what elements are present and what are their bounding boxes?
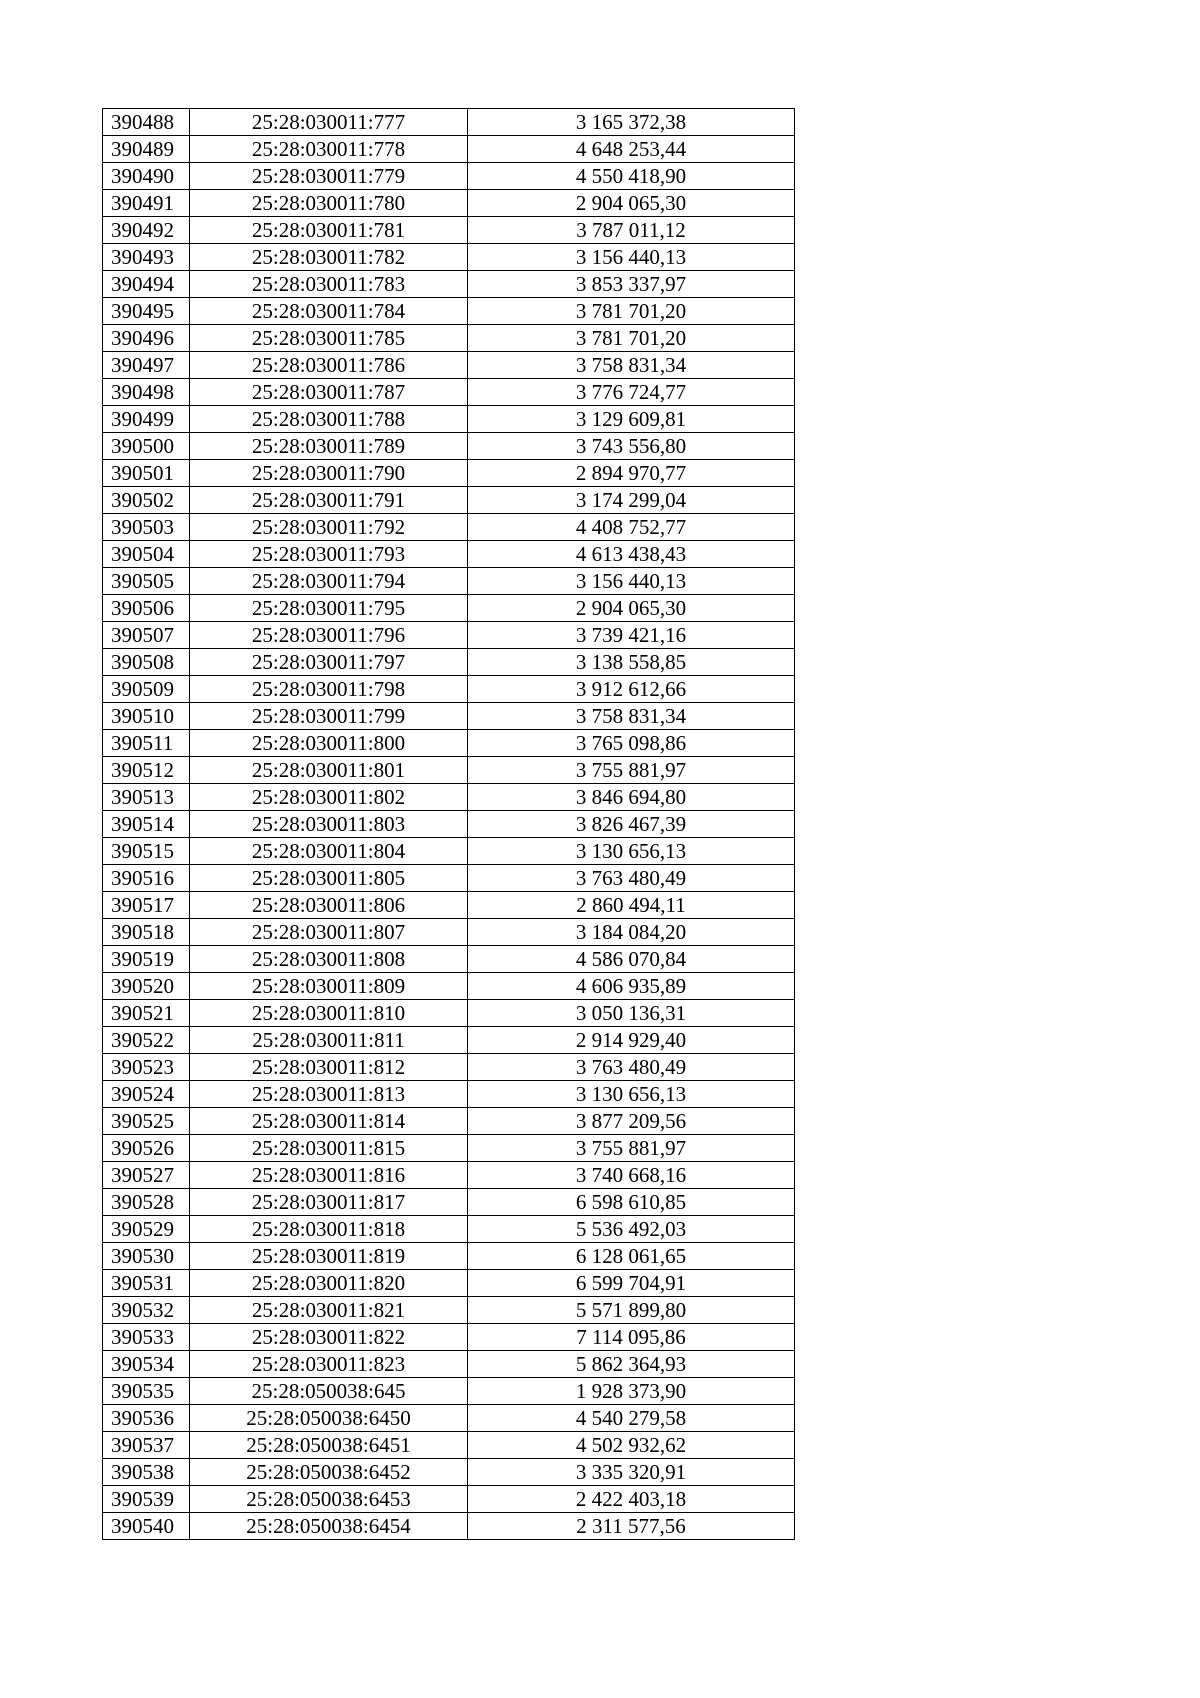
table-row <box>103 1513 795 1540</box>
cadastral-number-cell: 25:28:030011:813 <box>190 1081 468 1108</box>
cadastral-number-cell: 25:28:030011:791 <box>190 487 468 514</box>
row-number-cell: 390523 <box>103 1054 190 1081</box>
value-cell: 3 138 558,85 <box>468 649 795 676</box>
table-row <box>103 217 795 244</box>
value-cell: 3 129 609,81 <box>468 406 795 433</box>
table-row <box>103 325 795 352</box>
row-number-cell: 390531 <box>103 1270 190 1297</box>
cadastral-number-cell: 25:28:030011:816 <box>190 1162 468 1189</box>
table-row <box>103 460 795 487</box>
table-row <box>103 703 795 730</box>
value-cell: 3 765 098,86 <box>468 730 795 757</box>
value-cell: 3 776 724,77 <box>468 379 795 406</box>
row-number-cell: 390493 <box>103 244 190 271</box>
value-cell: 5 571 899,80 <box>468 1297 795 1324</box>
row-number-cell: 390511 <box>103 730 190 757</box>
table-row <box>103 271 795 298</box>
cadastral-number-cell: 25:28:030011:814 <box>190 1108 468 1135</box>
cadastral-number-cell: 25:28:030011:797 <box>190 649 468 676</box>
value-cell: 5 536 492,03 <box>468 1216 795 1243</box>
cadastral-number-cell: 25:28:030011:790 <box>190 460 468 487</box>
table-row <box>103 1459 795 1486</box>
table-row <box>103 784 795 811</box>
value-cell: 3 758 831,34 <box>468 352 795 379</box>
table-row <box>103 1135 795 1162</box>
row-number-cell: 390506 <box>103 595 190 622</box>
value-cell: 1 928 373,90 <box>468 1378 795 1405</box>
value-cell: 3 758 831,34 <box>468 703 795 730</box>
cadastral-number-cell: 25:28:050038:6454 <box>190 1513 468 1540</box>
cadastral-number-cell: 25:28:050038:645 <box>190 1378 468 1405</box>
value-cell: 2 422 403,18 <box>468 1486 795 1513</box>
table-row <box>103 1432 795 1459</box>
value-cell: 3 763 480,49 <box>468 865 795 892</box>
table-row <box>103 1270 795 1297</box>
row-number-cell: 390512 <box>103 757 190 784</box>
cadastral-number-cell: 25:28:030011:811 <box>190 1027 468 1054</box>
table-row <box>103 352 795 379</box>
value-cell: 3 846 694,80 <box>468 784 795 811</box>
table-row <box>103 244 795 271</box>
value-cell: 2 904 065,30 <box>468 595 795 622</box>
row-number-cell: 390505 <box>103 568 190 595</box>
table-row <box>103 190 795 217</box>
value-cell: 6 128 061,65 <box>468 1243 795 1270</box>
cadastral-number-cell: 25:28:030011:809 <box>190 973 468 1000</box>
row-number-cell: 390533 <box>103 1324 190 1351</box>
value-cell: 4 540 279,58 <box>468 1405 795 1432</box>
table-row <box>103 730 795 757</box>
value-cell: 2 860 494,11 <box>468 892 795 919</box>
cadastral-number-cell: 25:28:050038:6450 <box>190 1405 468 1432</box>
row-number-cell: 390499 <box>103 406 190 433</box>
row-number-cell: 390514 <box>103 811 190 838</box>
cadastral-number-cell: 25:28:050038:6452 <box>190 1459 468 1486</box>
table-row <box>103 1297 795 1324</box>
table-row <box>103 163 795 190</box>
value-cell: 3 877 209,56 <box>468 1108 795 1135</box>
table-row <box>103 1054 795 1081</box>
table-row <box>103 1378 795 1405</box>
table-row <box>103 379 795 406</box>
table-row <box>103 865 795 892</box>
cadastral-number-cell: 25:28:030011:802 <box>190 784 468 811</box>
cadastral-number-cell: 25:28:030011:789 <box>190 433 468 460</box>
value-cell: 3 743 556,80 <box>468 433 795 460</box>
table-row <box>103 1324 795 1351</box>
row-number-cell: 390524 <box>103 1081 190 1108</box>
value-cell: 7 114 095,86 <box>468 1324 795 1351</box>
row-number-cell: 390507 <box>103 622 190 649</box>
value-cell: 3 184 084,20 <box>468 919 795 946</box>
row-number-cell: 390530 <box>103 1243 190 1270</box>
row-number-cell: 390537 <box>103 1432 190 1459</box>
cadastral-number-cell: 25:28:030011:820 <box>190 1270 468 1297</box>
value-cell: 3 787 011,12 <box>468 217 795 244</box>
table-row <box>103 406 795 433</box>
value-cell: 3 156 440,13 <box>468 568 795 595</box>
value-cell: 2 914 929,40 <box>468 1027 795 1054</box>
value-cell: 3 740 668,16 <box>468 1162 795 1189</box>
table-row <box>103 892 795 919</box>
table-row <box>103 649 795 676</box>
value-cell: 3 156 440,13 <box>468 244 795 271</box>
cadastral-number-cell: 25:28:030011:800 <box>190 730 468 757</box>
row-number-cell: 390488 <box>103 109 190 136</box>
cadastral-number-cell: 25:28:030011:781 <box>190 217 468 244</box>
cadastral-number-cell: 25:28:030011:795 <box>190 595 468 622</box>
cadastral-number-cell: 25:28:030011:823 <box>190 1351 468 1378</box>
row-number-cell: 390501 <box>103 460 190 487</box>
row-number-cell: 390532 <box>103 1297 190 1324</box>
row-number-cell: 390500 <box>103 433 190 460</box>
table-row <box>103 973 795 1000</box>
table-row <box>103 1405 795 1432</box>
cadastral-number-cell: 25:28:030011:799 <box>190 703 468 730</box>
cadastral-number-cell: 25:28:050038:6453 <box>190 1486 468 1513</box>
row-number-cell: 390521 <box>103 1000 190 1027</box>
value-cell: 3 912 612,66 <box>468 676 795 703</box>
value-cell: 3 781 701,20 <box>468 298 795 325</box>
value-cell: 3 174 299,04 <box>468 487 795 514</box>
value-cell: 3 165 372,38 <box>468 109 795 136</box>
row-number-cell: 390494 <box>103 271 190 298</box>
cadastral-number-cell: 25:28:030011:782 <box>190 244 468 271</box>
table-row <box>103 541 795 568</box>
value-cell: 4 502 932,62 <box>468 1432 795 1459</box>
cadastral-number-cell: 25:28:030011:822 <box>190 1324 468 1351</box>
row-number-cell: 390510 <box>103 703 190 730</box>
value-cell: 5 862 364,93 <box>468 1351 795 1378</box>
row-number-cell: 390502 <box>103 487 190 514</box>
value-cell: 3 335 320,91 <box>468 1459 795 1486</box>
cadastral-number-cell: 25:28:030011:821 <box>190 1297 468 1324</box>
row-number-cell: 390497 <box>103 352 190 379</box>
table-row <box>103 298 795 325</box>
cadastral-number-cell: 25:28:030011:806 <box>190 892 468 919</box>
table-row <box>103 568 795 595</box>
row-number-cell: 390540 <box>103 1513 190 1540</box>
cadastral-number-cell: 25:28:030011:788 <box>190 406 468 433</box>
table-body <box>103 109 795 1540</box>
row-number-cell: 390508 <box>103 649 190 676</box>
table-row <box>103 1486 795 1513</box>
row-number-cell: 390503 <box>103 514 190 541</box>
data-table <box>102 108 795 1540</box>
cadastral-number-cell: 25:28:030011:785 <box>190 325 468 352</box>
cadastral-number-cell: 25:28:030011:805 <box>190 865 468 892</box>
value-cell: 3 763 480,49 <box>468 1054 795 1081</box>
value-cell: 4 550 418,90 <box>468 163 795 190</box>
row-number-cell: 390518 <box>103 919 190 946</box>
table-row <box>103 136 795 163</box>
row-number-cell: 390529 <box>103 1216 190 1243</box>
row-number-cell: 390496 <box>103 325 190 352</box>
value-cell: 3 826 467,39 <box>468 811 795 838</box>
cadastral-number-cell: 25:28:030011:796 <box>190 622 468 649</box>
table-row <box>103 1000 795 1027</box>
cadastral-number-cell: 25:28:030011:783 <box>190 271 468 298</box>
table-row <box>103 946 795 973</box>
value-cell: 4 648 253,44 <box>468 136 795 163</box>
cadastral-number-cell: 25:28:030011:803 <box>190 811 468 838</box>
row-number-cell: 390519 <box>103 946 190 973</box>
row-number-cell: 390509 <box>103 676 190 703</box>
table-row <box>103 109 795 136</box>
cadastral-number-cell: 25:28:050038:6451 <box>190 1432 468 1459</box>
cadastral-number-cell: 25:28:030011:792 <box>190 514 468 541</box>
table-row <box>103 1027 795 1054</box>
value-cell: 2 904 065,30 <box>468 190 795 217</box>
cadastral-number-cell: 25:28:030011:778 <box>190 136 468 163</box>
value-cell: 3 739 421,16 <box>468 622 795 649</box>
table-row <box>103 622 795 649</box>
cadastral-number-cell: 25:28:030011:787 <box>190 379 468 406</box>
cadastral-number-cell: 25:28:030011:804 <box>190 838 468 865</box>
table-row <box>103 1243 795 1270</box>
value-cell: 3 755 881,97 <box>468 757 795 784</box>
table-row <box>103 1351 795 1378</box>
cadastral-number-cell: 25:28:030011:794 <box>190 568 468 595</box>
value-cell: 2 894 970,77 <box>468 460 795 487</box>
value-cell: 3 755 881,97 <box>468 1135 795 1162</box>
row-number-cell: 390538 <box>103 1459 190 1486</box>
table-row <box>103 1081 795 1108</box>
table-row <box>103 1189 795 1216</box>
cadastral-number-cell: 25:28:030011:780 <box>190 190 468 217</box>
table-row <box>103 757 795 784</box>
cadastral-number-cell: 25:28:030011:779 <box>190 163 468 190</box>
row-number-cell: 390495 <box>103 298 190 325</box>
table-row <box>103 595 795 622</box>
table-row <box>103 676 795 703</box>
row-number-cell: 390517 <box>103 892 190 919</box>
row-number-cell: 390489 <box>103 136 190 163</box>
row-number-cell: 390520 <box>103 973 190 1000</box>
cadastral-number-cell: 25:28:030011:818 <box>190 1216 468 1243</box>
value-cell: 3 853 337,97 <box>468 271 795 298</box>
table-row <box>103 811 795 838</box>
value-cell: 2 311 577,56 <box>468 1513 795 1540</box>
table-row <box>103 1108 795 1135</box>
row-number-cell: 390528 <box>103 1189 190 1216</box>
cadastral-number-cell: 25:28:030011:777 <box>190 109 468 136</box>
cadastral-number-cell: 25:28:030011:810 <box>190 1000 468 1027</box>
cadastral-number-cell: 25:28:030011:812 <box>190 1054 468 1081</box>
cadastral-number-cell: 25:28:030011:786 <box>190 352 468 379</box>
value-cell: 6 598 610,85 <box>468 1189 795 1216</box>
value-cell: 3 130 656,13 <box>468 1081 795 1108</box>
row-number-cell: 390515 <box>103 838 190 865</box>
row-number-cell: 390525 <box>103 1108 190 1135</box>
cadastral-number-cell: 25:28:030011:801 <box>190 757 468 784</box>
cadastral-number-cell: 25:28:030011:819 <box>190 1243 468 1270</box>
value-cell: 3 050 136,31 <box>468 1000 795 1027</box>
row-number-cell: 390516 <box>103 865 190 892</box>
cadastral-number-cell: 25:28:030011:817 <box>190 1189 468 1216</box>
cadastral-number-cell: 25:28:030011:793 <box>190 541 468 568</box>
row-number-cell: 390504 <box>103 541 190 568</box>
table-row <box>103 1162 795 1189</box>
cadastral-number-cell: 25:28:030011:808 <box>190 946 468 973</box>
table-row <box>103 514 795 541</box>
value-cell: 4 606 935,89 <box>468 973 795 1000</box>
value-cell: 4 408 752,77 <box>468 514 795 541</box>
row-number-cell: 390526 <box>103 1135 190 1162</box>
row-number-cell: 390534 <box>103 1351 190 1378</box>
table-row <box>103 919 795 946</box>
row-number-cell: 390513 <box>103 784 190 811</box>
value-cell: 4 586 070,84 <box>468 946 795 973</box>
cadastral-number-cell: 25:28:030011:798 <box>190 676 468 703</box>
table-row <box>103 1216 795 1243</box>
table-row <box>103 487 795 514</box>
value-cell: 4 613 438,43 <box>468 541 795 568</box>
row-number-cell: 390535 <box>103 1378 190 1405</box>
value-cell: 3 130 656,13 <box>468 838 795 865</box>
row-number-cell: 390491 <box>103 190 190 217</box>
cadastral-number-cell: 25:28:030011:815 <box>190 1135 468 1162</box>
cadastral-number-cell: 25:28:030011:807 <box>190 919 468 946</box>
row-number-cell: 390490 <box>103 163 190 190</box>
cadastral-number-cell: 25:28:030011:784 <box>190 298 468 325</box>
table-row <box>103 433 795 460</box>
table-row <box>103 838 795 865</box>
row-number-cell: 390527 <box>103 1162 190 1189</box>
row-number-cell: 390536 <box>103 1405 190 1432</box>
row-number-cell: 390522 <box>103 1027 190 1054</box>
row-number-cell: 390539 <box>103 1486 190 1513</box>
value-cell: 3 781 701,20 <box>468 325 795 352</box>
row-number-cell: 390498 <box>103 379 190 406</box>
row-number-cell: 390492 <box>103 217 190 244</box>
value-cell: 6 599 704,91 <box>468 1270 795 1297</box>
